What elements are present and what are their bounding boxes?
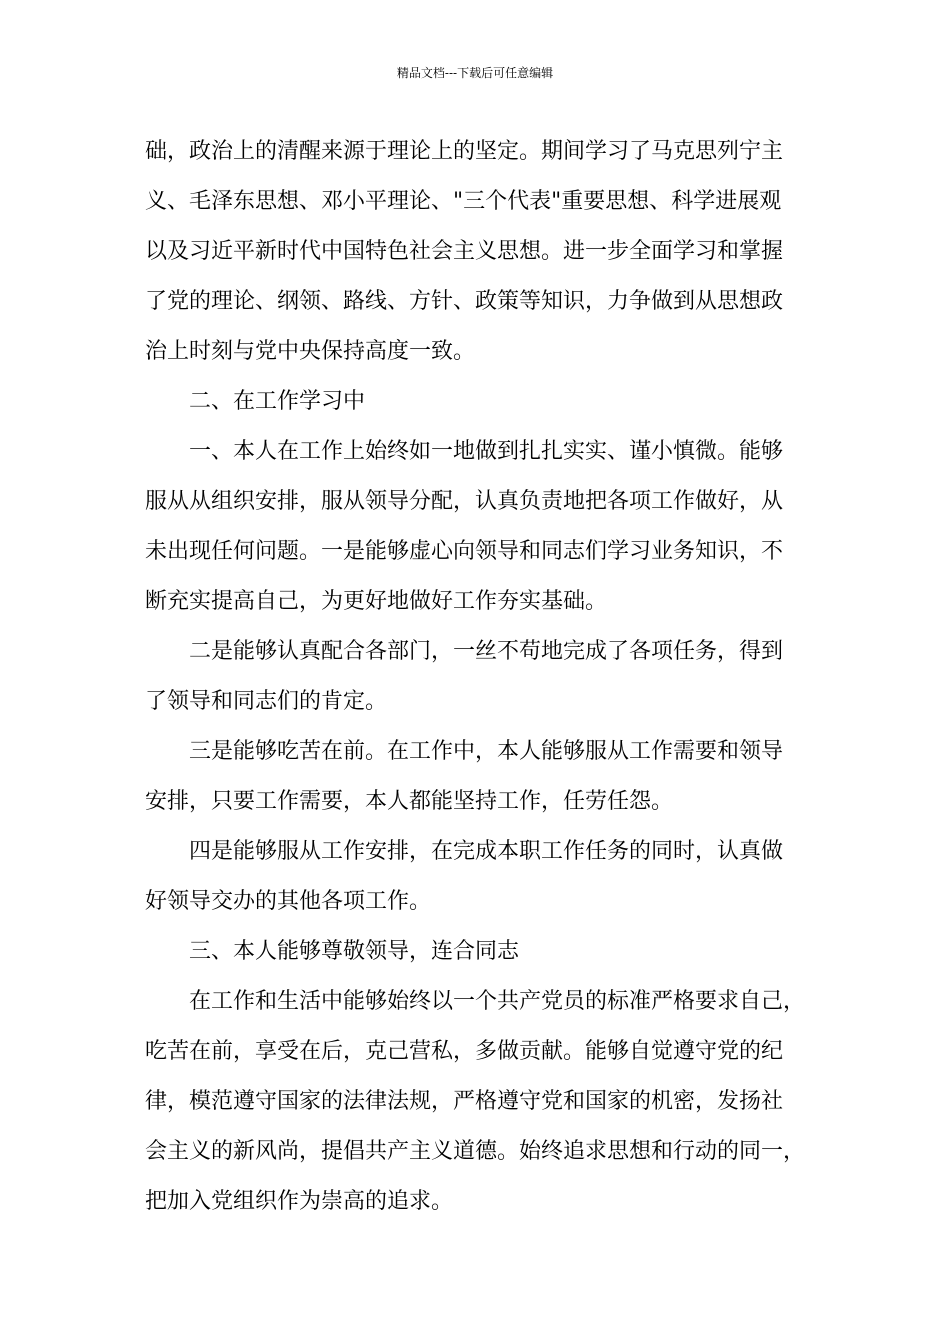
text-line: 好领导交办的其他各项工作。 [145, 889, 432, 914]
text-line: 在工作和生活中能够始终以一个共产党员的标准严格要求自己， [189, 989, 806, 1014]
text-line: 础，政治上的清醒来源于理论上的坚定。期间学习了马克思列宁主 [145, 139, 784, 164]
text-line: 了领导和同志们的肯定。 [145, 689, 388, 714]
text-line: 义、毛泽东思想、邓小平理论、"三个代表"重要思想、科学进展观 [145, 189, 782, 214]
text-line: 一、本人在工作上始终如一地做到扎扎实实、谨小慎微。能够 [189, 439, 784, 464]
section-heading: 三、本人能够尊敬领导，连合同志 [189, 939, 520, 964]
text-line: 四是能够服从工作安排，在完成本职工作任务的同时，认真做 [189, 839, 784, 864]
text-line: 治上时刻与党中央保持高度一致。 [145, 339, 476, 364]
document-body [145, 127, 830, 1227]
text-line: 二是能够认真配合各部门，一丝不苟地完成了各项任务，得到 [189, 639, 784, 664]
text-line: 未出现任何问题。一是能够虚心向领导和同志们学习业务知识，不 [145, 539, 784, 564]
text-line: 把加入党组织作为崇高的追求。 [145, 1189, 454, 1214]
text-line: 三是能够吃苦在前。在工作中，本人能够服从工作需要和领导 [189, 739, 784, 764]
text-line: 服从从组织安排，服从领导分配，认真负责地把各项工作做好，从 [145, 489, 784, 514]
text-line: 吃苦在前，享受在后，克己营私，多做贡献。能够自觉遵守党的纪 [145, 1039, 784, 1064]
text-line: 断充实提高自己，为更好地做好工作夯实基础。 [145, 589, 608, 614]
page-header: 精品文档---下载后可任意编辑 [396, 66, 554, 80]
text-line: 了党的理论、纲领、路线、方针、政策等知识，力争做到从思想政 [145, 289, 784, 314]
text-line: 律，模范遵守国家的法律法规，严格遵守党和国家的机密，发扬社 [145, 1089, 784, 1114]
section-heading: 二、在工作学习中 [189, 389, 366, 414]
text-line: 安排，只要工作需要，本人都能坚持工作，任劳任怨。 [145, 789, 674, 814]
text-line: 以及习近平新时代中国特色社会主义思想。进一步全面学习和掌握 [145, 239, 784, 264]
text-line: 会主义的新风尚，提倡共产主义道德。始终追求思想和行动的同一， [145, 1139, 806, 1164]
